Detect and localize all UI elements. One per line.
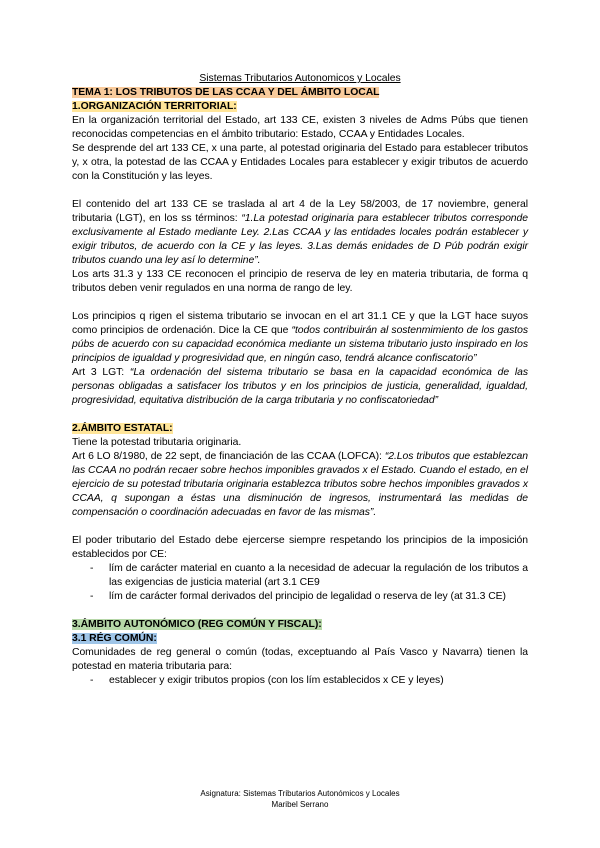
spacer <box>72 184 528 198</box>
section-1-heading-line <box>72 100 528 114</box>
section-1-paragraph-4: Los arts 31.3 y 133 CE reconocen el principio de reserva de ley en materia tributaria, de forma q tributos deben venir regulados en una norma de rango de ley. <box>72 269 528 294</box>
section-1-heading: 1.ORGANIZACIÓN TERRITORIAL: <box>72 101 237 112</box>
spacer <box>72 520 528 534</box>
section-1-paragraph-6 <box>72 366 528 408</box>
section-2-paragraph-2 <box>72 450 528 520</box>
list-item: - lím de carácter formal derivados del principio de legalidad o reserva de ley (at 31.3 CE) <box>72 590 528 604</box>
spacer <box>72 408 528 422</box>
section-1-paragraph-2: Se desprende del art 133 CE, x una parte, al potestad originaria del Estado para establecer tributos y, x otra, la potestad de las CCAA y Entidades Locales para establecer y exigir tributos de acuerdo con la Constitución y las leyes. <box>72 143 528 182</box>
section-2-list <box>72 562 528 604</box>
footer-subject: Asignatura: Sistemas Tributarios Autonómicos y Locales <box>200 789 400 798</box>
section-1-paragraph-3 <box>72 198 528 268</box>
section-2-heading: 2.ÁMBITO ESTATAL: <box>72 423 173 434</box>
paragraph-text: Los principios q rigen el sistema tributario se invocan en el art 31.1 CE y que la LGT hace suyos como principios de ordenación. Dice la CE que <box>72 311 528 336</box>
document-title: Sistemas Tributarios Autonomicos y Locales <box>199 73 401 84</box>
section-3-heading-line <box>72 618 528 632</box>
section-1-paragraph-1: En la organización territorial del Estado, art 133 CE, existen 3 niveles de Adms Púbs que tienen reconocidas competencias en el ámbito tributario: Estado, CCAA y Entidades Locales. <box>72 115 528 140</box>
section-3-1-heading: 3.1 RÉG COMÚN: <box>72 633 157 644</box>
list-item: - establecer y exigir tributos propios (con los lím establecidos x CE y leyes) <box>72 674 528 688</box>
paragraph-text: Art 6 LO 8/1980, de 22 sept, de financiación de las CCAA (LOFCA): <box>72 451 385 462</box>
section-2-heading-line <box>72 422 528 436</box>
spacer <box>72 604 528 618</box>
footer-author: Maribel Serrano <box>271 800 329 809</box>
page-footer <box>0 788 600 810</box>
paragraph-text: Art 3 LGT: <box>72 367 130 378</box>
spacer <box>72 296 528 310</box>
paragraph-text: El contenido del art 133 CE se traslada al art 4 de la Ley 58/2003, de 17 noviembre, general tributaria (LGT), en los ss términos: <box>72 199 528 224</box>
tema-heading-line <box>72 86 528 100</box>
document-body <box>72 72 528 688</box>
section-1-paragraph-5 <box>72 310 528 366</box>
legal-quote: “1.La potestad originaria para establecer tributos corresponde exclusivamente al Estado mediante Ley. 2.Las CCAA y las entidades locales podrán establecer y exigir tributos, de acuerdo con la CE y las leyes. 3.Las demás enidades de D Púb podrán exigir tributos cuando una ley así lo determine”. <box>72 213 528 266</box>
section-2-paragraph-3: El poder tributario del Estado debe ejercerse siempre respetando los principios de la imposición establecidos por CE: <box>72 535 528 560</box>
tema-heading: TEMA 1: LOS TRIBUTOS DE LAS CCAA Y DEL ÁMBITO LOCAL <box>72 87 380 98</box>
legal-quote: “todos contribuirán al sostenmimiento de los gastos púbs de acuerdo con su capacidad económica mediante un sistema tributario justo inspirado en los principios de igualdad y progresividad que, en ningún caso, tendrá alcance confiscatorio” <box>72 325 528 364</box>
list-item: - lím de carácter material en cuanto a la necesidad de adecuar la regulación de los tributos a las exigencias de justicia material (art 3.1 CE9 <box>72 562 528 590</box>
section-2-paragraph-1: Tiene la potestad tributaria originaria. <box>72 437 242 448</box>
section-3-heading: 3.ÁMBITO AUTONÓMICO (REG COMÚN Y FISCAL): <box>72 619 322 630</box>
legal-quote: “La ordenación del sistema tributario se basa en la capacidad económica de las personas obligadas a satisfacer los tributos y en los principios de justicia, generalidad, igualdad, progresividad, equitativa distribución de la carga tributaria y no confiscatoriedad” <box>72 367 529 406</box>
legal-quote: “2.Los tributos que establezcan las CCAA no podrán recaer sobre hechos imponibles gravados x el Estado. Cuando el estado, en el ejercicio de su potestad tributaria originaria establezca tributos sobre hechos imponibles gravados x CCAA, q supongan a éstas una disminución de ingresos, instrumentará las medidas de compensación o coordinación adecuadas en favor de las mismas”. <box>72 451 528 518</box>
section-3-1-paragraph-1: Comunidades de reg general o común (todas, exceptuando al País Vasco y Navarra) tienen la potestad en materia tributaria para: <box>72 647 528 672</box>
section-3-1-list <box>72 674 528 688</box>
section-3-1-heading-line <box>72 632 528 646</box>
